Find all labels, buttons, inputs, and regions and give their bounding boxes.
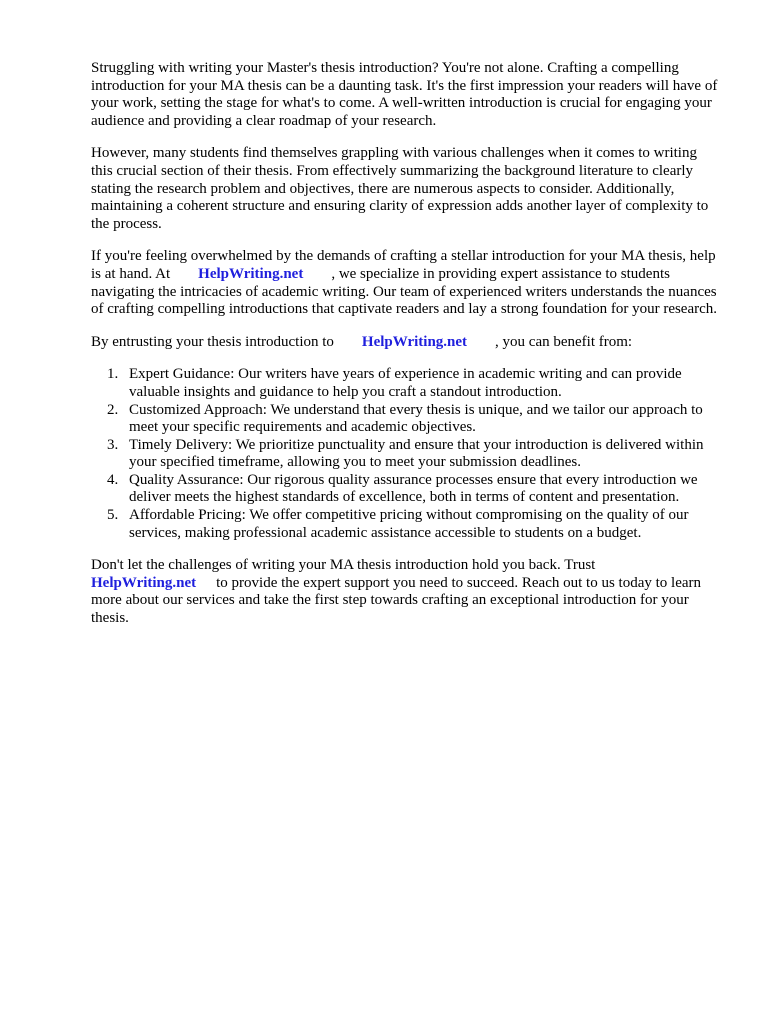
benefits-list [91,366,721,542]
document-page [91,60,721,643]
challenges-paragraph: However, many students find themselves grappling with various challenges when it comes to writing this crucial section of their thesis. From effectively summarizing the background literature to clearly stating the research problem and objectives, there are numerous aspects to consider. Additionally, maintaining a coherent structure and ensuring clarity of expression adds another layer of complexity to the process. [91,145,709,232]
closing-text-end: to provide the expert support you need to succeed. Reach out to us today to learn more about our services and take the first step towards crafting an exceptional introduction for your thesis. [91,574,702,627]
list-item: Quality Assurance: Our rigorous quality assurance processes ensure that every introduction we deliver meets the highest standards of excellence, both in terms of content and presentation. [129,471,698,506]
help-paragraph-text-start: If you're feeling overwhelmed by the demands of crafting a stellar introduction for your MA thesis, help is at hand. At [91,248,716,282]
benefit-intro-text-end: , you can benefit from: [495,333,633,350]
helpwriting-link[interactable]: HelpWriting.net [198,265,304,282]
help-paragraph-text-end: , we specialize in providing expert assistance to students navigating the intricacies of academic writing. Our team of experienced writers understands the nuances of crafting compelling introductions that captivate readers and lay a strong foundation for your research. [91,265,718,318]
helpwriting-link[interactable]: HelpWriting.net [91,574,197,591]
closing-paragraph [91,557,721,627]
closing-text-start: Don't let the challenges of writing your MA thesis introduction hold you back. Trust [91,557,596,574]
helpwriting-link[interactable]: HelpWriting.net [361,333,468,350]
intro-paragraph: Struggling with writing your Master's thesis introduction? You're not alone. Crafting a compelling introduction for your MA thesis can be a daunting task. It's the first impression your readers will have of your work, setting the stage for what's to come. A well-written introduction is crucial for engaging your audience and providing a clear roadmap of your research. [91,60,718,129]
list-item: Affordable Pricing: We offer competitive pricing without compromising on the quality of our services, making professional academic assistance accessible to students on a budget. [129,507,689,541]
benefit-intro-paragraph [91,334,721,352]
list-item: Customized Approach: We understand that every thesis is unique, and we tailor our approach to meet your specific requirements and academic objectives. [129,401,703,436]
list-item: Timely Delivery: We prioritize punctuality and ensure that your introduction is delivered within your specified timeframe, allowing you to meet your submission deadlines. [129,436,704,471]
help-paragraph [91,248,721,318]
list-item: Expert Guidance: Our writers have years of experience in academic writing and can provide valuable insights and guidance to help you craft a standout introduction. [129,366,682,400]
benefit-intro-text-start: By entrusting your thesis introduction to [91,333,334,350]
